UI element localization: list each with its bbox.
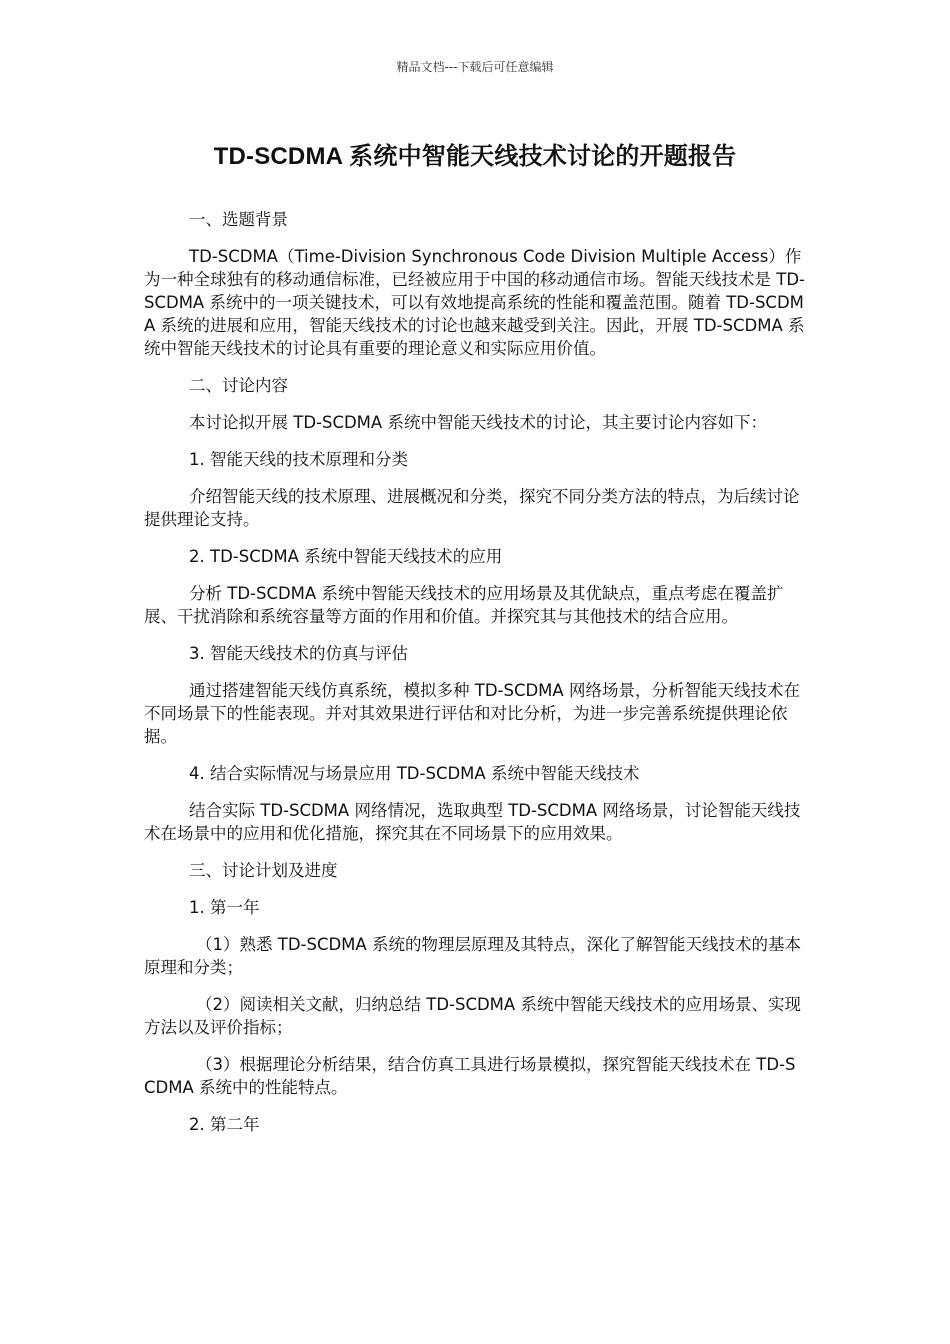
section-heading-background: 一、选题背景 (189, 210, 288, 229)
plan-year-1-task-3: （3）根据理论分析结果，结合仿真工具进行场景模拟，探究智能天线技术在 TD-SCDMA 系统中的性能特点。 (144, 1055, 796, 1097)
item-paragraph-3: 通过搭建智能天线仿真系统，模拟多种 TD-SCDMA 网络场景，分析智能天线技术在不同场景下的性能表现。并对其效果进行评估和对比分析，为进一步完善系统提供理论依据。 (144, 681, 800, 746)
document-title: TD-SCDMA 系统中智能天线技术讨论的开题报告 (213, 143, 737, 170)
item-paragraph-2: 分析 TD-SCDMA 系统中智能天线技术的应用场景及其优缺点，重点考虑在覆盖扩展、干扰消除和系统容量等方面的作用和价值。并探究其与其他技术的结合应用。 (144, 584, 784, 626)
item-heading-3: 3. 智能天线技术的仿真与评估 (189, 644, 408, 663)
plan-year-1-heading: 1. 第一年 (189, 898, 260, 917)
item-paragraph-4: 结合实际 TD-SCDMA 网络情况，选取典型 TD-SCDMA 网络场景，讨论智能天线技术在场景中的应用和优化措施，探究其在不同场景下的应用效果。 (144, 801, 801, 843)
page-header-note: 精品文档---下载后可任意编辑 (396, 60, 554, 74)
section-heading-content: 二、讨论内容 (189, 376, 288, 395)
item-heading-4: 4. 结合实际情况与场景应用 TD-SCDMA 系统中智能天线技术 (189, 764, 640, 783)
item-paragraph-1: 介绍智能天线的技术原理、进展概况和分类，探究不同分类方法的特点，为后续讨论提供理论支持。 (144, 487, 800, 529)
paragraph-content-intro: 本讨论拟开展 TD-SCDMA 系统中智能天线技术的讨论，其主要讨论内容如下： (189, 413, 767, 432)
document-body (144, 208, 806, 1150)
plan-year-1-task-1: （1）熟悉 TD-SCDMA 系统的物理层原理及其特点，深化了解智能天线技术的基本原理和分类； (144, 935, 801, 977)
item-heading-1: 1. 智能天线的技术原理和分类 (189, 450, 408, 469)
item-heading-2: 2. TD-SCDMA 系统中智能天线技术的应用 (189, 547, 503, 566)
section-heading-plan: 三、讨论计划及进度 (189, 861, 338, 880)
paragraph-background: TD-SCDMA（Time-Division Synchronous Code Division Multiple Access）作为一种全球独有的移动通信标准，已经被应用于中国的移动通信市场。智能天线技术是 TD-SCDMA 系统中的一项关键技术，可以有效地提高系统的性能和覆盖范围。随着 TD-SCDMA 系统的进展和应用，智能天线技术的讨论也越来越受到关注。因此，开展 TD-SCDMA 系统中智能天线技术的讨论具有重要的理论意义和实际应用价值。 (144, 247, 805, 358)
plan-year-2-heading: 2. 第二年 (189, 1115, 260, 1134)
plan-year-1-task-2: （2）阅读相关文献，归纳总结 TD-SCDMA 系统中智能天线技术的应用场景、实现方法以及评价指标； (144, 995, 801, 1037)
